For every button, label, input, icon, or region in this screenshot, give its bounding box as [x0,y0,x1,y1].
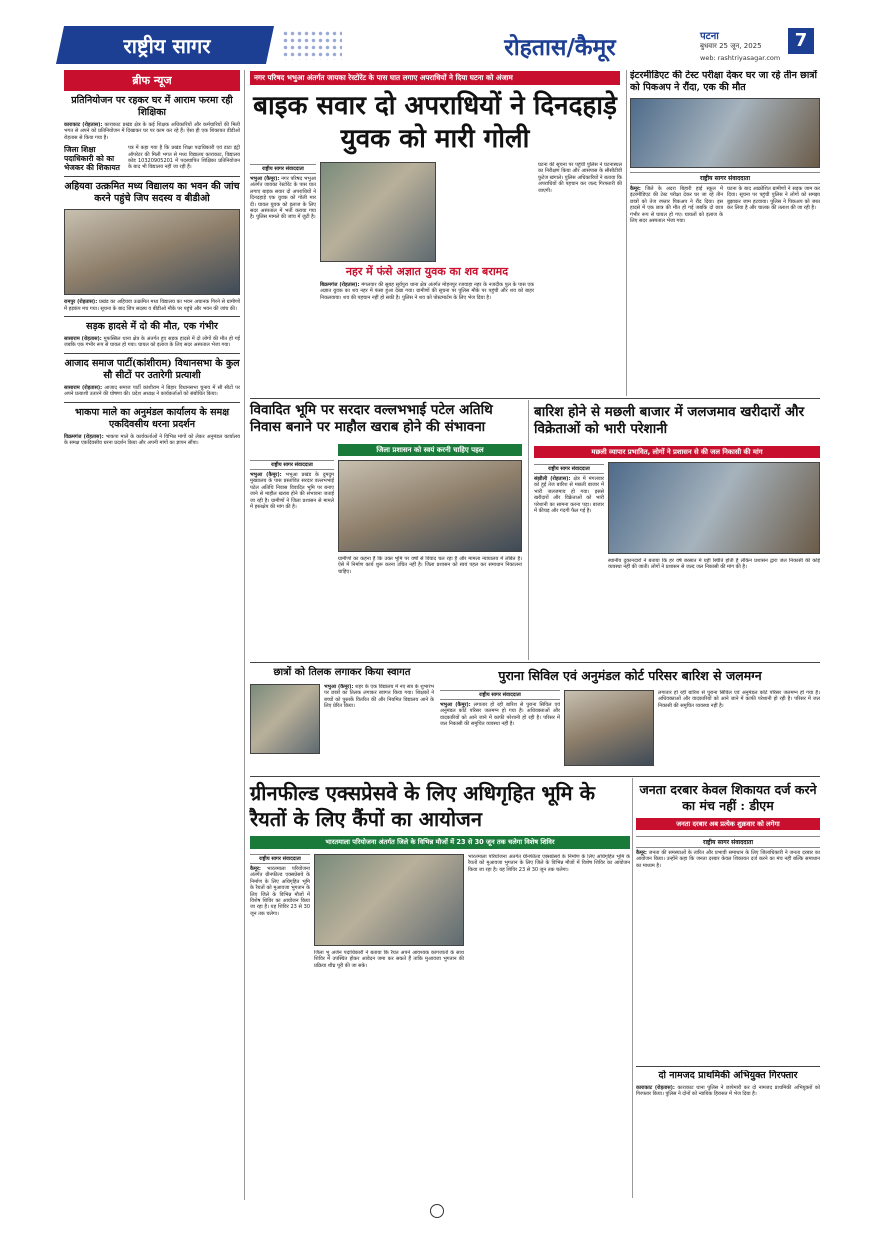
brief-body: मुफस्सिल थाना क्षेत्र के अंतर्गत हुए सड़क हादसे में दो लोगों की मौत हो गई जबकि एक गंभीर रूप से घायल हो गया। घायल को इलाज के लिए सदर अस्पताल भेजा गया। [64,336,240,349]
court-photo [564,690,654,766]
brief-photo-school [64,209,240,295]
exam-byline: राष्ट्रीय सागर संवाददाता [630,172,820,184]
fish-body: क्षेत्र में मंगलवार को हुई तेज बारिश से मछली बाजार में भारी जलजमाव हो गया। इससे खरीदारों और विक्रेताओं को भारी परेशानी का सामना करना पड़ा। बाजार में कीचड़ और गंदगी फैल गई है। [534,476,604,515]
exam-photo [630,98,820,168]
masthead-dots-graphic [282,30,342,60]
fish-dateline: संझौली (रोहतास): [534,476,571,482]
janta-byline: राष्ट्रीय सागर संवाददाता [636,836,820,848]
court-body-continued: लगातार हो रही बारिश से पुराना सिविल एवं अनुमंडल कोर्ट परिसर जलमग्न हो गया है। अधिवक्ताओं और वादकारियों को आने जाने में काफी परेशानी हो रही है। परिसर में जल निकासी की समुचित व्यवस्था नहीं है। [658,690,820,709]
tilak-body: शहर के एक विद्यालय में नए सत्र के शुभारंभ पर छात्रों का तिलक लगाकर स्वागत किया गया। शिक्षकों ने बच्चों को पुस्तकें वितरित कीं और नियमित विद्यालय आने के लिए प्रेरित किया। [324,684,434,710]
website-label: web: rashtriyasagar.com [700,54,781,62]
brief-dateline: रामपुर (रोहतास): [64,299,98,306]
patel-byline: राष्ट्रीय सागर संवाददाता [250,460,334,470]
arrest-headline: दो नामजद प्राथमिकी अभियुक्त गिरफ्तार [658,1070,798,1081]
brief-headline: आजाद समाज पार्टी(कांशीराम) विधानसभा के कुल सौ सीटों पर उतारेगी प्रत्याशी [64,357,240,381]
greenfield-byline: राष्ट्रीय सागर संवाददाता [250,854,310,864]
greenfield-story-left [250,852,310,1198]
brief-news-column [64,70,240,1210]
court-dateline: भभुआ (कैमूर): [440,702,471,708]
date-label: बुधवार 25 जून, 2025 [700,42,762,50]
exam-dateline: कैमूर: [630,186,641,192]
brief-item-6 [64,407,240,447]
lead-dateline: भभुआ (कैमूर): [250,176,280,182]
greenfield-body-continued: जिला भू अर्जन पदाधिकारी ने बताया कि रैयत अपने आवश्यक कागजातों के साथ शिविर में उपस्थित होकर आवेदन जमा कर सकते हैं ताकि मुआवजा भुगतान की प्रक्रिया शीघ्र पूरी की जा सके। [314,950,464,969]
section-title: रोहतास/कैमूर [504,34,616,61]
lead-photo [320,162,436,262]
tilak-headline: छात्रों को तिलक लगाकर किया स्वागत [273,667,411,678]
fish-byline: राष्ट्रीय सागर संवाददाता [534,464,604,474]
brief-body: आजाद समाज पार्टी कांशीराम ने बिहार विधानसभा चुनाव में सौ सीटों पर अपने प्रत्याशी उतारने की घोषणा की। प्रदेश अध्यक्ष ने कार्यकर्ताओं को संबोधित किया। [64,384,240,398]
fish-headline: बारिश होने से मछली बाजार में जलजमाव खरीदारों और विक्रेताओं को भारी परेशानी [534,404,805,437]
court-headline: पुराना सिविल एवं अनुमंडल कोर्ट परिसर बारिश से जलमग्न [498,668,762,683]
tilak-body-block [324,684,434,770]
masthead [60,24,817,66]
greenfield-dateline: कैमूर: [250,866,261,872]
fish-body-continued: स्थानीय दुकानदारों ने बताया कि हर वर्ष बरसात में यही स्थिति होती है लेकिन प्रशासन द्वारा जल निकासी की कोई व्यवस्था नहीं की जाती। लोगों ने प्रशासन से जल्द जल निकासी की मांग की है। [608,558,820,571]
patel-photo [338,460,522,552]
registration-mark-icon [430,1204,444,1218]
greenfield-headline: ग्रीनफील्ड एक्सप्रेसवे के लिए अधिगृहित भूमि के रैयतों के लिए कैंपों का आयोजन [250,781,595,831]
brief-dateline: काराकाट (रोहतास): [64,122,103,128]
brief-dateline: सासाराम (रोहतास): [64,384,103,391]
arrest-story [636,1070,820,1198]
brief-headline: सड़क हादसे में दो की मौत, एक गंभीर [86,321,218,333]
court-body: लगातार हो रही बारिश से पुराना सिविल एवं अनुमंडल कोर्ट परिसर जलमग्न हो गया है। अधिवक्ताओं और वादकारियों को आने जाने में काफी परेशानी हो रही है। परिसर में जल निकासी की समुचित व्यवस्था नहीं है। [440,702,560,728]
fish-subbar: मछली व्यापार प्रभावित, लोगों ने प्रशासन से की जल निकासी की मांग [534,446,820,458]
tilak-photo [250,684,320,754]
brief-item-4 [64,321,240,349]
greenfield-subbar: भारतमाला परियोजना अंतर्गत जिले के विभिन्न मौजों में 23 से 30 जून तक चलेगा विशेष शिविर [250,836,630,849]
brief-headline: अहियवा उत्क्रमित मध्य विद्यालय का भवन की जांच करने पहुंचे जिप सदस्य व बीडीओ [64,181,240,205]
patel-body-continued: ग्रामीणों का कहना है कि उक्त भूमि पर वर्षों से विवाद चल रहा है और मामला न्यायालय में लंबित है। ऐसे में निर्माण कार्य शुरू करना उचित नहीं है। जिला प्रशासन को स्वयं पहल कर समाधान निकालना चाहिए। [338,556,522,575]
arrest-dateline: काराकाट (रोहतास): [636,1085,675,1091]
brief-news-header: ब्रीफ न्यूज [64,70,240,91]
brief-headline: जिला शिक्षा पदाधिकारी को का भेजकर की शिकायत [64,145,120,173]
tilak-dateline: भभुआ (कैमूर): [324,684,354,690]
brief-item-1 [64,95,240,141]
brief-dateline: सासाराम (रोहतास): [64,336,102,343]
brief-body: पत्र में कहा गया है कि प्रखंड शिक्षा पदाधिकारी एवं डाटा इंट्री ऑपरेटर की मिली भगत से मध्य विद्यालय काराकाट, विद्यालय कोड 10320905201 में पदस्थापित शिक्षिका प्रतिनियोजन के बाद भी विद्यालय नहीं जा रही हैं। [128,145,240,171]
brief-headline: भाकपा माले का अनुमंडल कार्यालय के समक्ष एकदिवसीय धरना प्रदर्शन [74,406,230,430]
janta-subbar: जनता दरबार अब प्रत्येक शुक्रवार को लगेगा [636,818,820,830]
janta-dateline: कैमूर: [636,850,647,856]
paper-name: राष्ट्रीय सागर [123,34,211,58]
nahar-body: मंगलवार की सुबह सूर्यपुरा थाना क्षेत्र अंतर्गत मोहनपुर रजवाहा नहर के नजदीक पुल के पास एक अज्ञात युवक का शव नहर में फंसा हुआ देखा गया। ग्रामीणों की सूचना पर पुलिस मौके पर पहुंची और शव को बाहर निकलवाया। शव की पहचान नहीं हो सकी है। पुलिस ने शव को पोस्टमार्टम के लिए भेज दिया है। [320,282,534,301]
janta-headline: जनता दरबार केवल शिकायत दर्ज करने का मंच नहीं : डीएम [639,782,817,813]
patel-subbar: जिला प्रशासन को स्वयं करनी चाहिए पहल [338,444,522,456]
city-label: पटना [700,31,719,42]
patel-body: भभुआ प्रखंड के दुमदुम मुख्यालय के पास प्रस्तावित सरदार वल्लभभाई पटेल अतिथि निवास विवादित भूमि पर बनाए जाने से माहौल खराब होने की संभावना जताई जा रही है। ग्रामीणों ने जिला प्रशासन से मामले में हस्तक्षेप की मांग की है। [250,472,334,511]
court-story [440,688,560,772]
patel-story-left [250,458,334,658]
brief-body: काराकाट प्रखंड क्षेत्र के कई शिक्षक अधिकारियों और कर्मचारियों की मिली भगत से अपने को प्रतिनियोजन में दिखाकर घर पर काम कर रहे हैं। ऐसा ही एक शिकायत डीडीओ रोहतास से किया गया है। [64,122,240,141]
lead-headline: बाइक सवार दो अपराधियों ने दिनदहाड़े युवक को मारी गोली [253,91,617,154]
nahar-story [320,264,534,396]
brief-item-3 [64,181,240,312]
patel-dateline: भभुआ (कैमूर): [250,472,282,478]
fish-story-left [534,462,604,662]
nahar-headline: नहर में फंसे अज्ञात युवक का शव बरामद [345,265,509,278]
greenfield-body: भारतमाला परियोजना अंतर्गत ग्रीनफील्ड एक्सप्रेसवे के निर्माण के लिए अधिगृहित भूमि के रैयतों को मुआवजा भुगतान के लिए जिले के विभिन्न मौजों में विशेष शिविर का आयोजन किया जा रहा है। यह शिविर 23 से 30 जून तक चलेगा। [250,866,310,917]
exam-body-continued: घटना के बाद आक्रोशित ग्रामीणों ने सड़क जाम कर दिया। सूचना पर पहुंची पुलिस ने लोगों को समझा बुझाकर जाम हटवाया। पुलिस ने पिकअप को जब्त कर लिया है और चालक की तलाश की जा रही है। [727,186,820,212]
janta-story [636,834,820,1062]
exam-headline: इंटरमीडिएट की टेस्ट परीक्षा देकर घर जा रहे तीन छात्रों को पिकअप ने रौंदा, एक की मौत [630,70,818,93]
brief-headline: प्रतिनियोजन पर रहकर घर में आराम फरमा रही शिक्षिका [71,95,233,118]
page-number: 7 [788,28,814,54]
greenfield-body-right: भारतमाला परियोजना अंतर्गत ग्रीनफील्ड एक्सप्रेसवे के निर्माण के लिए अधिगृहित भूमि के रैयतों को मुआवजा भुगतान के लिए जिले के विभिन्न मौजों में विशेष शिविर का आयोजन किया जा रहा है। यह शिविर 23 से 30 जून तक चलेगा। [468,854,630,873]
brief-item-2 [64,145,240,172]
fish-photo [608,462,820,554]
greenfield-photo [314,854,464,946]
lead-body-continued: घटना की सूचना पर पहुंची पुलिस ने घटनास्थल का निरीक्षण किया और आसपास के सीसीटीवी फुटेज खंगाले। पुलिस अधिकारियों ने बताया कि अपराधियों की पहचान कर जल्द गिरफ्तारी की जाएगी। [538,162,622,194]
lead-kicker: नगर परिषद भभुआ अंतर्गत जायका रेस्टोरेंट के पास घात लगाए अपराधियों ने दिया घटना को अंजाम [250,71,620,85]
brief-body: भाकपा माले के कार्यकर्ताओं ने विभिन्न मांगों को लेकर अनुमंडल कार्यालय के समक्ष एकदिवसीय धरना प्रदर्शन किया और अपनी मांगों का ज्ञापन सौंपा। [64,433,240,447]
patel-headline: विवादित भूमि पर सरदार वल्लभभाई पटेल अतिथि निवास बनाने पर माहौल खराब होने की संभावना [250,402,493,435]
brief-body: प्रखंड का अहियवा उत्क्रमित मध्य विद्यालय का भवन अचानक गिरने से ग्रामीणों में हड़कंप मच गया। सूचना के बाद जिप सदस्य व बीडीओ मौके पर पहुंचे और भवन की जांच की। [64,299,240,312]
lead-story-body-right [538,162,622,390]
lead-story-body [250,162,316,390]
janta-body: जनता की समस्याओं के त्वरित और प्रभावी समाधान के लिए जिलाधिकारी ने जनता दरबार का आयोजन किया। उन्होंने कहा कि जनता दरबार केवल शिकायत दर्ज करने का मंच नहीं बल्कि समाधान का माध्यम है। [636,850,820,869]
lead-body: नगर परिषद भभुआ अंतर्गत जायका रेस्टोरेंट के पास घात लगाए बाइक सवार दो अपराधियों ने दिनदहाड़े एक युवक को गोली मार दी। घायल युवक को इलाज के लिए सदर अस्पताल में भर्ती कराया गया है। पुलिस मामले की जांच में जुटी है। [250,176,316,221]
lead-byline: राष्ट्रीय सागर संवाददाता [250,164,316,174]
court-byline: राष्ट्रीय सागर संवाददाता [440,690,560,700]
exam-story [630,70,820,396]
brief-dateline: विक्रमगंज (रोहतास): [64,433,104,440]
arrest-body: काराकाट थाना पुलिस ने छापेमारी कर दो नामजद प्राथमिकी अभियुक्तों को गिरफ्तार किया। पुलिस ने दोनों को न्यायिक हिरासत में भेज दिया है। [636,1085,820,1098]
brief-item-5 [64,358,240,398]
exam-body: जिले के अदरा बिहारी हाई स्कूल में इंटरमीडिएट की टेस्ट परीक्षा देकर घर जा रहे तीन छात्रों को तेज रफ्तार पिकअप ने रौंद दिया। इस हादसे में एक छात्र की मौत हो गई जबकि दो छात्र गंभीर रूप से घायल हो गए। घायलों को इलाज के लिए सदर अस्पताल भेजा गया। [630,186,723,225]
nahar-dateline: बिक्रमगंज (रोहतास): [320,282,360,288]
